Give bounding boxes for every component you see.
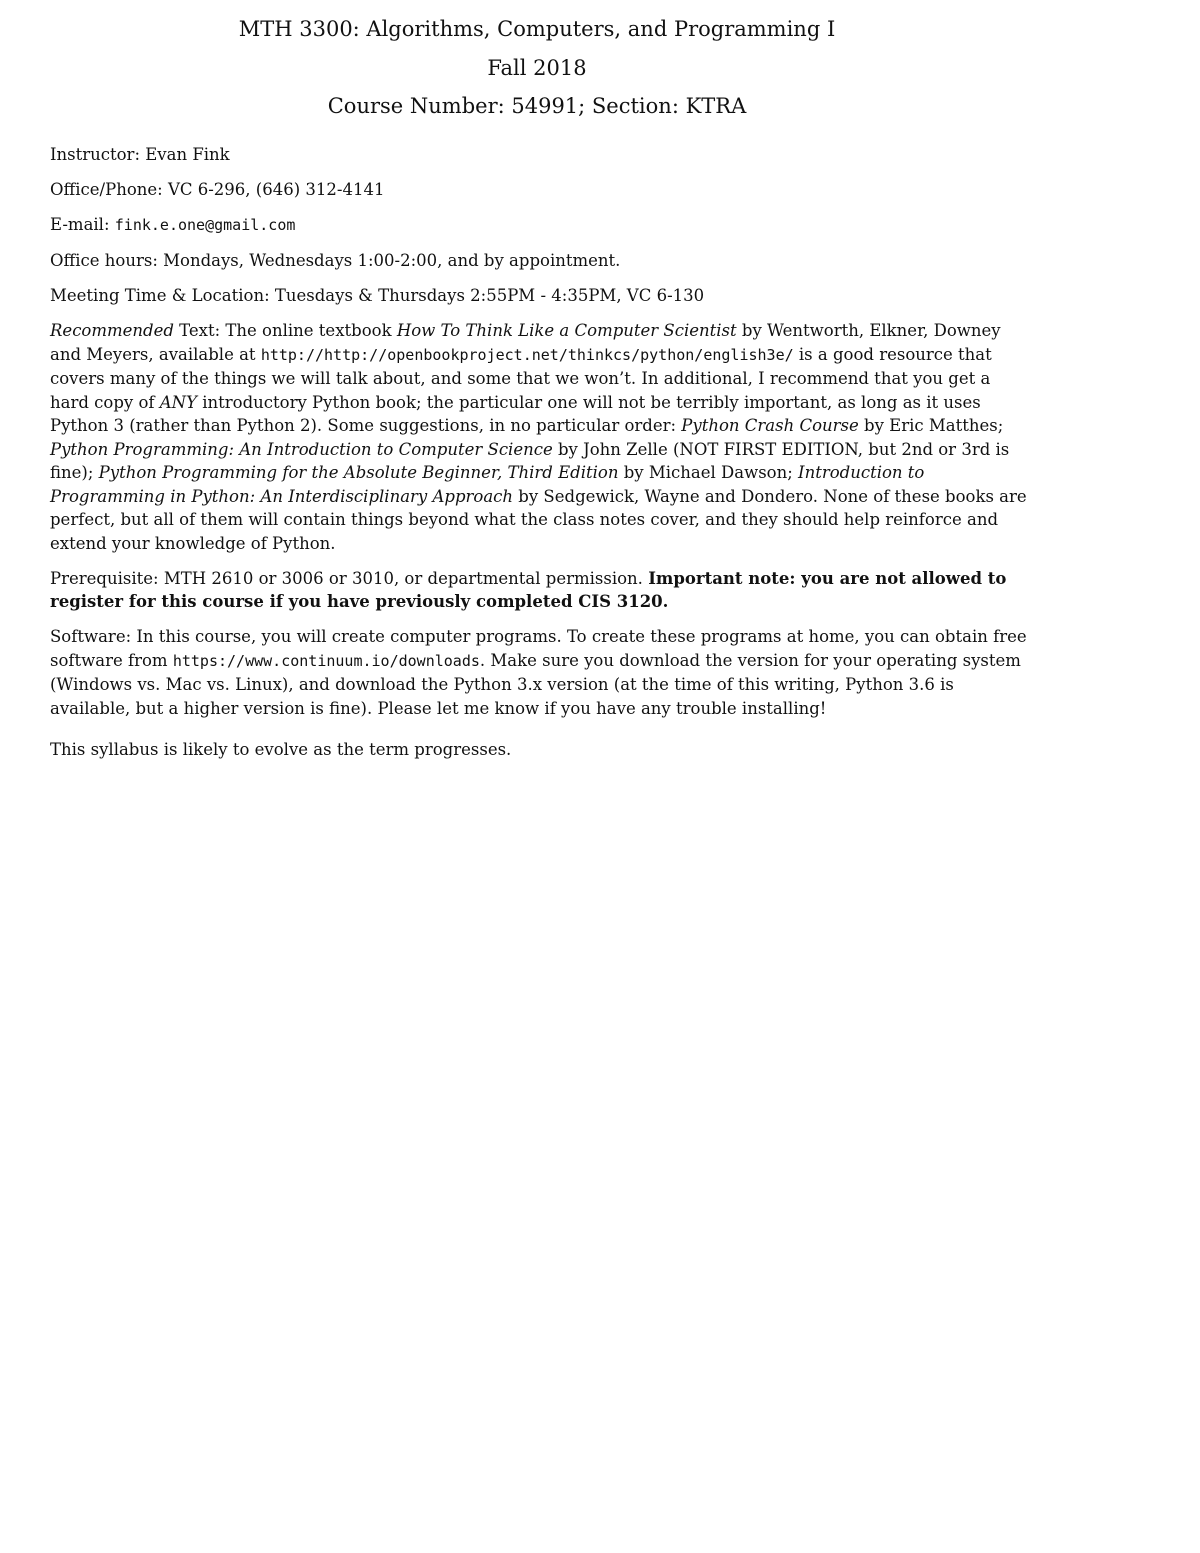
recommended-text-paragraph	[50, 319, 1030, 555]
book-title-5: Introduction to Programming in Python: An Interdisciplinary Approach	[50, 463, 925, 506]
course-term: Fall 2018	[487, 56, 587, 80]
text-part-4: by Eric Matthes;	[858, 416, 1004, 435]
any-emphasis: ANY	[159, 392, 197, 412]
office-hours-line: Office hours: Mondays, Wednesdays 1:00-2:00, and by appointment.	[50, 251, 621, 270]
text-part-1: by Wentworth, Elkner, Downey and Meyers, available at	[50, 321, 1001, 364]
recommended-label: Recommended	[50, 321, 174, 340]
software-text-2: . Make sure you download the version for your operating system (Windows vs. Mac vs. Linux), and download the Python 3.x version (at the time of this writing, Python 3.6 is available, but a higher version is fine). Please let me know if you have any trouble installing!	[50, 650, 1021, 718]
text-part-3: introductory Python book; the particular one will not be terribly important, as long as it uses Python 3 (rather than Python 2). Some suggestions, in no particular order:	[50, 392, 981, 435]
book-title-4: Python Programming for the Absolute Beginner, Third Edition	[98, 463, 619, 482]
text-label: Text: The online textbook	[173, 321, 397, 340]
software-paragraph	[50, 625, 1030, 720]
email-address: fink.e.one@gmail.com	[114, 216, 296, 234]
text-part-5: by John Zelle (NOT FIRST EDITION, but 2nd or 3rd is fine);	[50, 439, 1010, 482]
office-phone-line: Office/Phone: VC 6-296, (646) 312-4141	[50, 180, 385, 199]
software-text-1: Software: In this course, you will create computer programs. To create these programs at home, you can obtain free software from	[50, 627, 1027, 670]
meeting-line: Meeting Time & Location: Tuesdays & Thursdays 2:55PM - 4:35PM, VC 6-130	[50, 286, 705, 305]
text-part-7: by Sedgewick, Wayne and Dondero. None of these books are perfect, but all of them will contain things beyond what the class notes cover, and they should help reinforce and extend your knowledge of Python.	[50, 486, 1027, 553]
email-label: E-mail:	[50, 215, 115, 234]
syllabus-body	[50, 143, 1030, 773]
prerequisite-paragraph	[50, 567, 1030, 614]
textbook-url: http://http://openbookproject.net/thinkcs/python/english3e/	[260, 345, 794, 364]
text-part-2: is a good resource that covers many of the things we will talk about, and some that we won’t. In additional, I recommend that you get a hard copy of	[50, 344, 992, 412]
closing-note: This syllabus is likely to evolve as the term progresses.	[50, 740, 512, 759]
book-title-1: How To Think Like a Computer Scientist	[396, 321, 737, 340]
book-title-3: Python Programming: An Introduction to Computer Science	[50, 439, 553, 459]
text-part-6: by Michael Dawson;	[618, 463, 799, 482]
book-title-2: Python Crash Course	[681, 416, 859, 435]
course-number-line: Course Number: 54991; Section: KTRA	[327, 94, 747, 118]
prerequisite-text: Prerequisite: MTH 2610 or 3006 or 3010, or departmental permission.	[50, 568, 649, 588]
email-line	[50, 213, 1030, 238]
software-url: https://www.continuum.io/downloads	[172, 651, 480, 670]
instructor-line: Instructor: Evan Fink	[50, 145, 230, 164]
course-title: MTH 3300: Algorithms, Computers, and Programming I	[238, 17, 836, 41]
important-note: Important note: you are not allowed to register for this course if you have previously completed CIS 3120.	[50, 568, 1007, 611]
